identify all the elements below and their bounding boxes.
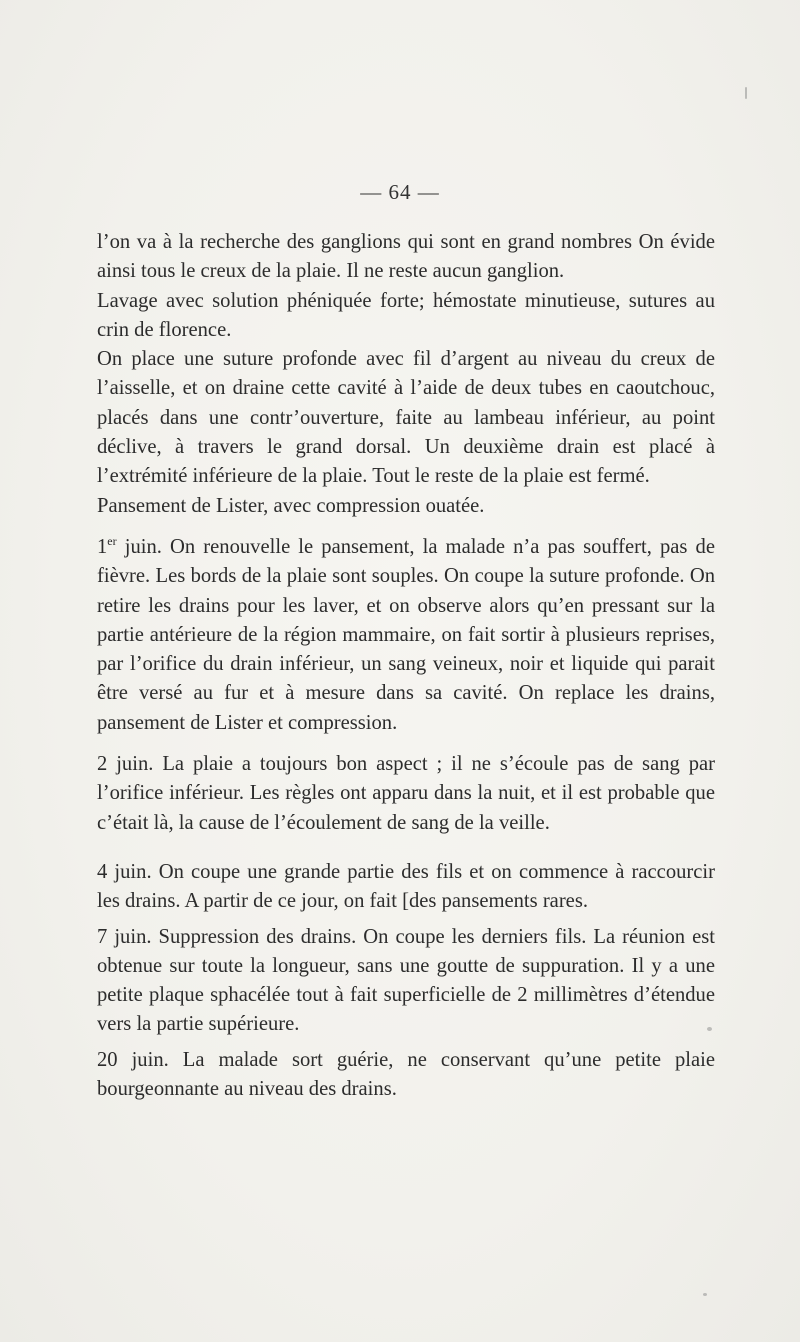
paragraph-ganglions: l’on va à la recherche des ganglions qui sont en grand nombres On évide ainsi tous le creux de la plaie. Il ne reste aucun ganglion. bbox=[97, 231, 715, 283]
paper-speck bbox=[745, 87, 747, 99]
entry-month: juin. bbox=[116, 535, 162, 558]
paragraph-lavage: Lavage avec solution phéniquée forte; hémostate minutieuse, sutures au crin de florence. bbox=[97, 289, 715, 341]
body-text bbox=[97, 228, 715, 1104]
entry-date: 20 juin. bbox=[97, 1048, 169, 1071]
paper-speck bbox=[703, 1293, 707, 1296]
entry-date bbox=[97, 536, 162, 558]
page-number: — 64 — bbox=[360, 180, 440, 204]
paragraph-suture: On place une suture profonde avec fil d’argent au niveau du creux de l’aisselle, et on draine cette cavité à l’aide de deux tubes en caoutchouc, placés dans une contr’ouverture, faite au lambeau inférieur, au point déclive, à travers le grand dorsal. Un deuxième drain est placé à l’extrémité inférieure de la plaie. Tout le reste de la plaie est fermé. bbox=[97, 348, 715, 488]
entry-text: La malade sort guérie, ne conservant qu’une petite plaie bourgeonnante au niveau des drains. bbox=[97, 1048, 715, 1101]
entry-2-juin bbox=[97, 750, 715, 838]
entry-day: 1 bbox=[97, 535, 108, 558]
paragraph-pansement: Pansement de Lister, avec compression ouatée. bbox=[97, 494, 485, 517]
entry-text: La plaie a toujours bon aspect ; il ne s’écoule pas de sang par l’orifice inférieur. Les règles ont apparu dans la nuit, et il est probable que c’était là, la cause de l’écoulement de sang de la veille. bbox=[97, 753, 716, 834]
entry-20-juin bbox=[97, 1046, 715, 1105]
entry-date: 7 juin. bbox=[97, 925, 152, 948]
entry-date: 4 juin. bbox=[97, 860, 152, 883]
entry-1-juin bbox=[97, 533, 715, 738]
entry-date: 2 juin. bbox=[97, 753, 154, 776]
entry-7-juin bbox=[97, 923, 715, 1040]
entry-text: Suppression des drains. On coupe les derniers fils. La réunion est obtenue sur toute la longueur, sans une goutte de suppuration. Il y a une petite plaque sphacélée tout à fait superficielle de 2 millimètres d’étendue vers la partie supérieure. bbox=[97, 925, 715, 1036]
entry-text: On coupe une grande partie des fils et on commence à raccourcir les drains. A partir de ce jour, on fait [des pansements rares. bbox=[97, 860, 715, 913]
paper-speck bbox=[707, 1027, 712, 1031]
entry-text: On renouvelle le pansement, la malade n’a pas souffert, pas de fièvre. Les bords de la plaie sont souples. On coupe la suture profonde. On retire les drains pour les laver, et on observe alors qu’en pressant sur la partie antérieure de la région mammaire, on fait sortir à plusieurs reprises, par l’orifice du drain inférieur, un sang veineux, noir et liquide qui parait être versé au fur et à mesure dans sa cavité. On replace les drains, pansement de Lister et compression. bbox=[97, 535, 715, 734]
entry-day-suffix: er bbox=[107, 534, 117, 549]
entry-4-juin bbox=[97, 858, 715, 917]
